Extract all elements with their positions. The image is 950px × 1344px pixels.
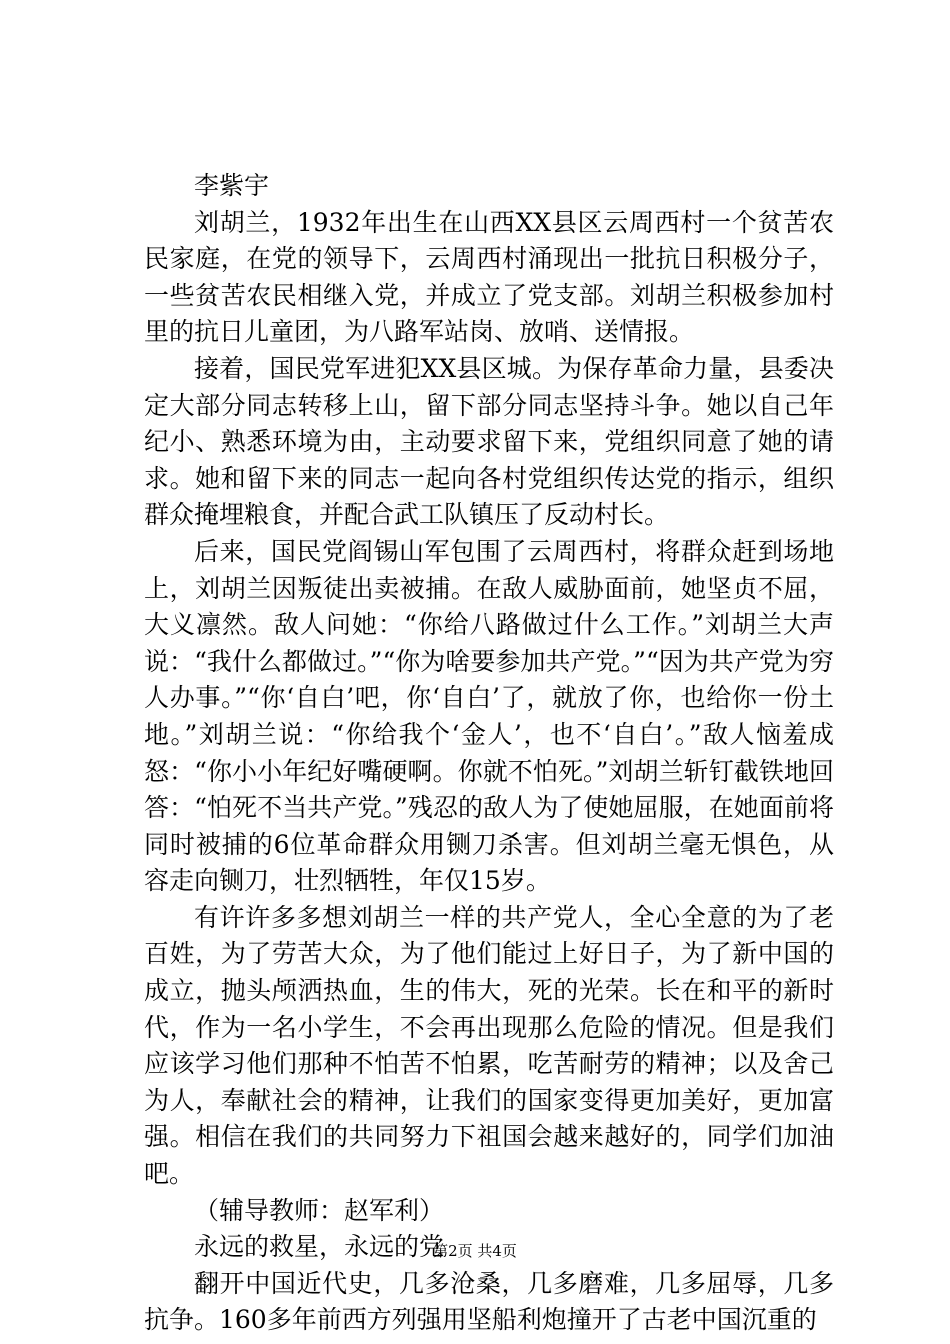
paragraph-capture: 后来，国民党阎锡山军包围了云周西村，将群众赶到场地上，刘胡兰因叛徒出卖被捕。在敌人威胁面前，她坚贞不屈，大义凛然。敌人问她：“你给八路做过什么工作。”刘胡兰大声说：“我什么都做过。”“你为啥要参加共产党。”“因为共产党为穷人办事。”“你‘自白’吧，你‘自白’了，就放了你，也给你一份土地。”刘胡兰说：“你给我个‘金人’，也不‘自白’。”敌人恼羞成怒：“你小小年纪好嘴硬啊。你就不怕死。”刘胡兰斩钉截铁地回答：“怕死不当共产党。”残忍的敌人为了使她屈服，在她面前将同时被捕的6位革命群众用铡刀杀害。但刘胡兰毫无惧色，从容走向铡刀，壮烈牺牲，年仅15岁。 (144, 536, 834, 896)
advisor-note: （辅导教师：赵军利） (194, 1195, 445, 1225)
paragraph-reflection: 有许许多多想刘胡兰一样的共产党人，全心全意的为了老百姓，为了劳苦大众，为了他们能过上好日子，为了新中国的成立，抛头颅洒热血，生的伟大，死的光荣。长在和平的新时代，作为一名小学生，不会再出现那么危险的情况。但是我们应该学习他们那种不怕苦不怕累，吃苦耐劳的精神；以及舍己为人，奉献社会的精神，让我们的国家变得更加美好，更加富强。相信在我们的共同努力下祖国会越来越好的，同学们加油吧。 (144, 902, 834, 1189)
author-name: 李紫宇 (194, 171, 270, 200)
paragraph-history: 翻开中国近代史，几多沧桑，几多磨难，几多屈辱，几多抗争。160多年前西方列强用坚船利炮撞开了古老中国沉重的 (144, 1268, 834, 1335)
page-footer: 第2页 共4页 (433, 1242, 517, 1260)
document-body (144, 168, 834, 1339)
paragraph-birth: 刘胡兰，1932年出生在山西XX县区云周西村一个贫苦农民家庭，在党的领导下，云周西村涌现出一批抗日积极分子，一些贫苦农民相继入党，并成立了党支部。刘胡兰积极参加村里的抗日儿童团，为八路军站岗、放哨、送情报。 (144, 207, 834, 347)
section-title: 永远的救星，永远的党 (194, 1232, 445, 1262)
paragraph-stay-behind: 接着，国民党军进犯XX县区城。为保存革命力量，县委决定大部分同志转移上山，留下部分同志坚持斗争。她以自己年纪小、熟悉环境为由，主动要求留下来，党组织同意了她的请求。她和留下来的同志一起向各村党组织传达党的指示，组织群众掩埋粮食，并配合武工队镇压了反动村长。 (144, 353, 834, 530)
